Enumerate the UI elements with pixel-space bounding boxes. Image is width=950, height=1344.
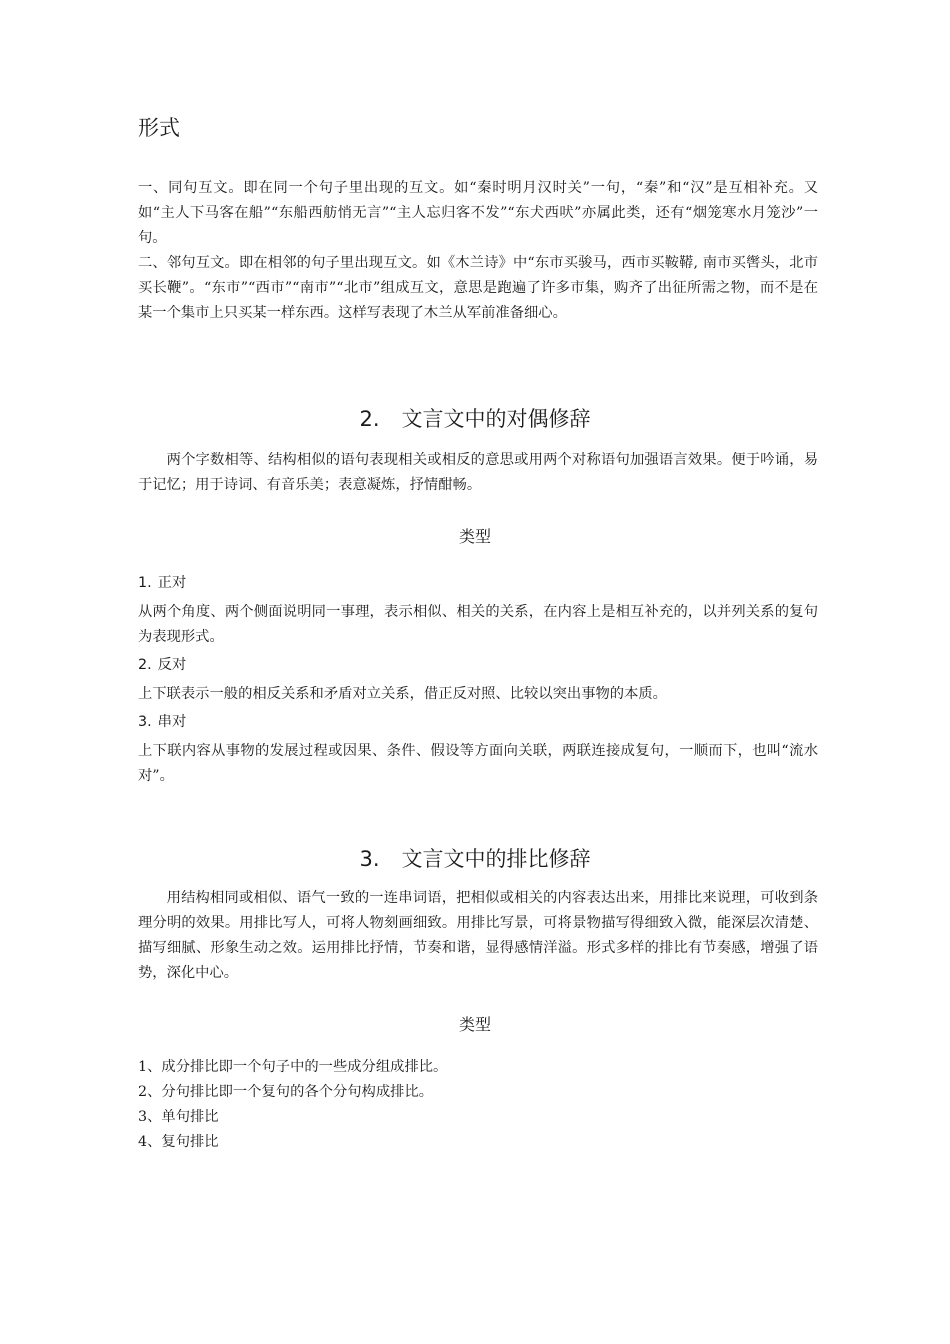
section-title-text: 文言文中的排比修辞 <box>401 847 591 871</box>
paibi-type-3: 3、单句排比 <box>138 1109 219 1125</box>
duiou-type-2-label: 2. 反对 <box>138 657 187 673</box>
section-number: 2. <box>359 407 380 431</box>
paragraph-adjacent-sentence-huwen: 二、邻句互文。即在相邻的句子里出现互文。如《木兰诗》中“东市买骏马，西市买鞍鞯, 南市买辔头，北市买长鞭”。“东市”“西市”“南市”“北市”组成互文，意思是跑遍了许多市集，购齐了出征所需之物，而不是在某一个集市上只买某一样东西。这样写表现了木兰从军前准备细心。 <box>138 255 818 321</box>
paibi-intro: 用结构相同或相似、语气一致的一连串词语，把相似或相关的内容表达出来，用排比来说理，可收到条理分明的效果。用排比写人，可将人物刻画细致。用排比写景，可将景物描写得细致入微，能深层次清楚、描写细腻、形象生动之效。运用排比抒情，节奏和谐，显得感情洋溢。形式多样的排比有节奏感，增强了语势，深化中心。 <box>138 890 818 981</box>
paibi-type-4: 4、复句排比 <box>138 1134 219 1150</box>
form-heading: 形式 <box>138 116 180 140</box>
duiou-types-heading: 类型 <box>458 527 491 546</box>
duiou-intro: 两个字数相等、结构相似的语句表现相关或相反的意思或用两个对称语句加强语言效果。便于吟诵，易于记忆；用于诗词、有音乐美；表意凝炼，抒情酣畅。 <box>138 452 818 493</box>
duiou-type-2-desc: 上下联表示一般的相反关系和矛盾对立关系，借正反对照、比较以突出事物的本质。 <box>138 686 667 702</box>
paibi-type-2: 2、分句排比即一个复句的各个分句构成排比。 <box>138 1084 434 1100</box>
section-title-text: 文言文中的对偶修辞 <box>401 407 591 431</box>
paibi-type-1: 1、成分排比即一个句子中的一些成分组成排比。 <box>138 1059 448 1075</box>
paibi-types-heading: 类型 <box>458 1015 491 1034</box>
section-number: 3. <box>359 847 380 871</box>
paragraph-same-sentence-huwen: 一、同句互文。即在同一个句子里出现的互文。如“秦时明月汉时关”一句，“秦”和“汉”是互相补充。又如“主人下马客在船”“东船西舫悄无言”“主人忘归客不发”“东犬西吠”亦属此类，还有“烟笼寒水月笼沙”一句。 <box>138 180 818 246</box>
duiou-type-3-label: 3. 串对 <box>138 714 187 730</box>
section-title-paibi <box>0 843 950 873</box>
section-title-duiou <box>0 403 950 433</box>
duiou-type-1-label: 1. 正对 <box>138 575 187 591</box>
duiou-type-3-desc: 上下联内容从事物的发展过程或因果、条件、假设等方面向关联，两联连接成复句，一顺而下，也叫“流水对”。 <box>138 743 818 784</box>
duiou-type-1-desc: 从两个角度、两个侧面说明同一事理，表示相似、相关的关系，在内容上是相互补充的，以并列关系的复句为表现形式。 <box>138 604 818 645</box>
